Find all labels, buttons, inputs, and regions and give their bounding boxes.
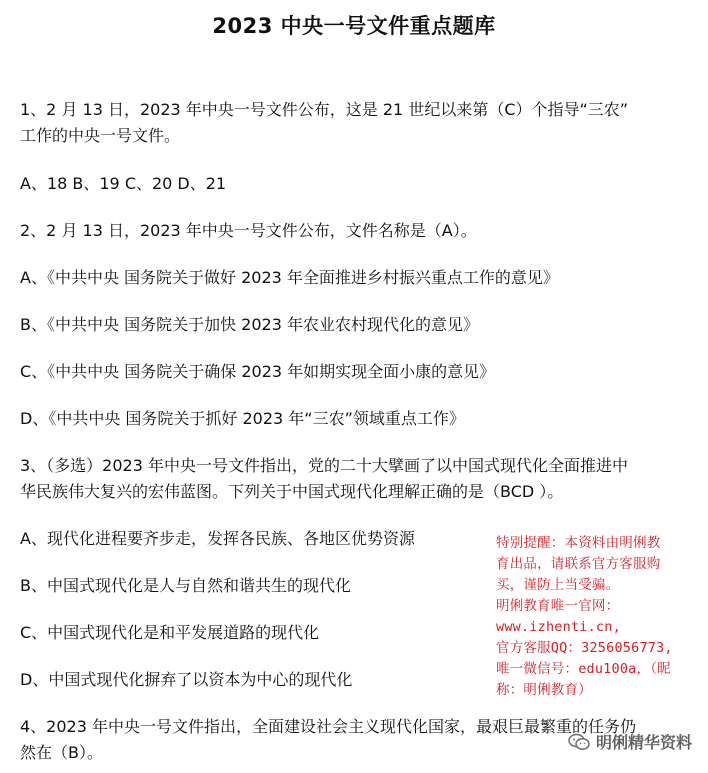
question-2-option-c: C、《中共中央 国务院关于确保 2023 年如期实现全面小康的意见》	[20, 362, 496, 381]
question-2-option-b: B、《中共中央 国务院关于加快 2023 年农业农村现代化的意见》	[20, 315, 479, 334]
question-3-option-b: B、中国式现代化是人与自然和谐共生的现代化	[20, 576, 351, 595]
notice-line: 官方客服QQ：3256056773,	[496, 640, 673, 656]
question-4-stem-line1: 4、2023 年中央一号文件指出，全面建设社会主义现代化国家，最艰巨最繁重的任务仍	[20, 717, 636, 736]
notice-line: 明俐教育唯一官网：	[496, 598, 620, 614]
watermark	[568, 730, 692, 753]
question-3-option-a: A、现代化进程要齐步走，发挥各民族、各地区优势资源	[20, 529, 415, 548]
question-3-option-d: D、中国式现代化摒弃了以资本为中心的现代化	[20, 670, 353, 689]
wechat-icon	[568, 733, 590, 751]
question-2-option-a: A、《中共中央 国务院关于做好 2023 年全面推进乡村振兴重点工作的意见》	[20, 268, 559, 287]
question-2-option-d: D、《中共中央 国务院关于抓好 2023 年“三农”领域重点工作》	[20, 409, 465, 428]
question-1-stem-line2: 工作的中央一号文件。	[20, 126, 181, 145]
question-2-stem: 2、2 月 13 日，2023 年中央一号文件公布，文件名称是（A）。	[20, 221, 477, 240]
watermark-text: 明俐精华资料	[595, 733, 692, 752]
question-4-stem-line2: 然在（B）。	[20, 743, 103, 762]
notice-line: 唯一微信号：edu100a，（昵	[496, 661, 671, 677]
notice-line: 特别提醒：本资料由明俐教	[496, 535, 661, 551]
notice-line: 育出品，请联系官方客服购	[496, 556, 661, 572]
notice-line: 称：明俐教育）	[496, 682, 592, 698]
notice-line-website: www.izhenti.cn,	[496, 619, 621, 635]
notice-line: 买，谨防上当受骗。	[496, 577, 620, 593]
question-1-options: A、18 B、19 C、20 D、21	[20, 174, 227, 193]
question-3-stem-line2: 华民族伟大复兴的宏伟蓝图。下列关于中国式现代化理解正确的是（BCD ）。	[20, 482, 564, 501]
question-3-stem-line1: 3、（多选）2023 年中央一号文件指出，党的二十大擘画了以中国式现代化全面推进中	[20, 456, 628, 475]
question-3-option-c: C、中国式现代化是和平发展道路的现代化	[20, 623, 320, 642]
question-1-stem-line1: 1、2 月 13 日，2023 年中央一号文件公布，这是 21 世纪以来第（C）个指导“三农”	[20, 100, 629, 119]
copyright-notice	[496, 533, 704, 701]
page-title: 2023 中央一号文件重点题库	[212, 14, 496, 38]
